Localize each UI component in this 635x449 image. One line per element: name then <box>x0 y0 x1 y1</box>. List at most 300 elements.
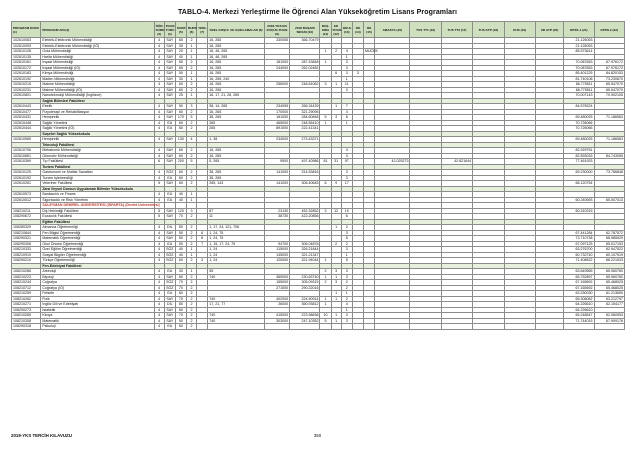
table-cell: 4 <box>154 285 164 291</box>
table-cell: EA <box>164 197 175 203</box>
table-cell: MUCEK <box>364 49 378 53</box>
table-cell: 5 <box>341 258 352 264</box>
table-cell: 66.775511 <box>564 87 594 93</box>
table-cell: 141000 <box>264 170 289 176</box>
table-cell <box>375 324 410 330</box>
table-cell: 11 <box>208 214 265 220</box>
table-cell: 1 <box>320 120 331 126</box>
table-cell: 2 <box>320 269 331 275</box>
program-name-cell: Matematik Öğretmenliği <box>41 236 154 242</box>
table-cell: 60 <box>175 324 186 330</box>
table-cell: 2 <box>186 181 196 187</box>
table-cell: SAY <box>164 82 175 88</box>
table-cell: 73.230670 <box>594 76 625 82</box>
table-cell: 80 <box>175 302 186 308</box>
table-cell: 16, 265 <box>208 153 265 159</box>
table-cell: 87 <box>208 208 265 214</box>
table-cell: SAY <box>164 115 175 121</box>
program-code-cell: 108280329 <box>12 225 41 231</box>
table-cell: 4 <box>154 49 164 55</box>
table-cell <box>473 324 504 330</box>
programs-table-wrapper <box>11 21 625 330</box>
table-cell: 1 <box>186 43 196 49</box>
program-name-cell: Felsefe <box>41 291 154 297</box>
table-cell: 1 <box>320 302 331 308</box>
table-cell: 4 <box>154 252 164 258</box>
table-cell: 1 <box>186 247 196 253</box>
table-cell: 67.165692 <box>564 280 594 286</box>
table-cell: 1 <box>341 307 352 313</box>
table-cell: 1 <box>186 54 196 60</box>
table-cell: 50 <box>175 104 186 110</box>
table-cell: 7 <box>197 241 208 247</box>
table-cell: 16, 265 <box>208 38 265 44</box>
table-cell: 321.21347 <box>290 252 320 258</box>
table-cell: 4 <box>154 291 164 297</box>
program-name-cell: Fen-Edebiyat Fakültesi <box>41 263 154 269</box>
program-name-cell: Teknoloji Fakültesi <box>41 142 154 148</box>
table-cell: 2 <box>186 313 196 319</box>
program-name-cell: İstatistik <box>41 307 154 313</box>
table-cell: 3 <box>341 175 352 181</box>
table-cell: 366.70479 <box>290 38 320 44</box>
table-cell <box>410 324 441 330</box>
table-cell: 2 <box>186 324 196 330</box>
table-cell: 4 <box>154 313 164 319</box>
table-cell: 81.740106 <box>564 76 594 82</box>
program-code-cell: 102610573 <box>12 192 41 198</box>
column-header: ÖK (14) <box>352 22 363 38</box>
table-cell: 50 <box>175 230 186 236</box>
table-cell: 16, 17, 21, 28, 265 <box>208 93 265 99</box>
program-name-cell: Ebelik <box>41 104 154 110</box>
program-code-cell: 102610215 <box>12 82 41 88</box>
table-cell: 4 <box>154 137 164 143</box>
table-cell: 4 <box>154 93 164 99</box>
table-cell: 2 <box>186 65 196 71</box>
table-cell: 4 <box>154 104 164 110</box>
program-name-cell: Okul Öncesi Öğretmenliği <box>41 241 154 247</box>
table-cell: 50 <box>175 236 186 242</box>
table-cell: 141000 <box>264 181 289 187</box>
table-cell: 3 <box>197 258 208 264</box>
table-cell: 60 <box>175 148 186 154</box>
program-code-cell: 108290321 <box>12 236 41 242</box>
table-cell: 65.547070 <box>594 82 625 88</box>
table-cell: 60 <box>175 175 186 181</box>
table-cell: 2 <box>186 236 196 242</box>
table-cell: 16, 46, 265 <box>208 54 265 60</box>
program-code-cell: 108210712 <box>12 285 41 291</box>
table-cell: SÖZ <box>166 258 174 262</box>
program-code-cell: 108210244 <box>12 280 41 286</box>
table-cell: 4 <box>154 65 164 71</box>
program-name-cell: Makine Mühendisliği (İÖ) <box>41 87 154 93</box>
table-cell: 4 <box>341 302 352 308</box>
table-cell: 65.960760 <box>594 274 625 280</box>
program-name-cell: Türkçe Öğretmenliği <box>41 258 154 264</box>
program-code-cell: 108290308 <box>12 241 41 247</box>
table-cell: 3 <box>341 274 352 280</box>
table-cell: SAY <box>164 214 175 220</box>
table-cell: 181000 <box>264 115 289 121</box>
table-cell: EA <box>164 120 175 126</box>
table-cell: 3 <box>320 208 331 214</box>
column-header: BURS (6) <box>186 22 196 38</box>
program-code-cell: 102610861 <box>12 153 41 159</box>
table-cell: 1, 24 <box>208 258 265 264</box>
table-cell: 2 <box>186 230 196 236</box>
table-cell: 4 <box>154 302 164 308</box>
table-cell <box>504 324 535 330</box>
table-cell: 2 <box>186 296 196 302</box>
table-cell <box>331 324 341 330</box>
table-cell: 16, 265 <box>208 71 265 77</box>
table-cell: EA <box>164 241 175 247</box>
table-cell: 1, 24, 75 <box>208 236 265 242</box>
table-cell: SAY <box>164 296 175 302</box>
program-name-cell: İnşaat Mühendisliği <box>41 60 154 66</box>
table-cell: 50 <box>175 71 186 77</box>
table-cell: 1 <box>331 291 341 297</box>
table-cell: 120 <box>175 208 186 214</box>
table-cell: 314.53816 <box>290 170 320 176</box>
table-cell: SAY <box>164 38 175 44</box>
table-cell: 67.097125 <box>564 241 594 247</box>
table-cell: 70 <box>175 280 186 286</box>
table-cell: 40 <box>175 247 186 253</box>
table-cell: 30 <box>175 76 186 82</box>
table-body <box>12 38 625 330</box>
column-header: AB AYP (20) <box>535 22 563 38</box>
program-name-cell: Hemşirelik <box>41 115 154 121</box>
column-header: ÖZEL KOŞUL VE AÇIKLAMALAR (8) <box>208 22 265 38</box>
table-cell: 65 <box>175 38 186 44</box>
table-cell: SAY <box>164 181 175 187</box>
table-cell: SÖZ <box>166 252 174 257</box>
page-number: 350 <box>313 433 322 438</box>
table-cell: 4 <box>154 175 164 181</box>
table-cell: 5 <box>186 159 196 165</box>
column-header: PUAN TÜRÜ (4) <box>165 23 175 36</box>
column-header: 2018 BAŞARI SIRASI (10) <box>290 22 320 38</box>
table-cell: 230.63740 <box>290 274 320 280</box>
table-cell: SAY <box>164 208 175 214</box>
table-cell: SAY <box>164 54 175 60</box>
table-cell: 38, 265 <box>208 170 265 176</box>
table-cell: 42.821644 <box>441 159 472 165</box>
table-cell: 60 <box>175 109 186 115</box>
table-cell: 1 <box>186 76 196 82</box>
table-cell: 1 <box>320 274 331 280</box>
table-cell: 369000 <box>264 274 289 280</box>
program-name-cell: Bankacılık ve Finans <box>41 192 154 198</box>
program-name-cell: Coğrafya <box>41 280 154 286</box>
table-cell: 70 <box>175 296 186 302</box>
table-cell: 3 <box>341 65 352 71</box>
table-cell: 2 <box>341 241 352 247</box>
table-cell: EA <box>164 126 175 132</box>
table-cell: SAY <box>164 109 175 115</box>
table-cell: 2 <box>186 170 196 176</box>
table-cell: 740 <box>208 274 265 280</box>
program-code-cell: 108210910 <box>12 252 41 258</box>
program-name-cell: Fizik <box>41 296 154 302</box>
table-cell: 71.186563 <box>594 115 625 121</box>
program-name-cell: İngiliz Dili ve Edebiyatı <box>41 302 154 308</box>
table-cell: 60.240693 <box>564 197 594 203</box>
table-cell: 40 <box>175 192 186 198</box>
program-name-cell: Özel Eğitim Öğretmenliği <box>41 247 154 253</box>
table-cell: 62.154177 <box>594 302 625 308</box>
program-code-cell: 102610192 <box>12 175 41 181</box>
program-code-cell: 102610448 <box>12 120 41 126</box>
table-cell: 1 <box>331 318 341 324</box>
table-cell: DİL <box>164 225 175 231</box>
table-cell: 66.120754 <box>564 181 594 187</box>
table-cell: 170000 <box>264 109 289 115</box>
table-cell: 65.468025 <box>594 285 625 291</box>
table-cell: 740 <box>208 318 265 324</box>
table-cell: 66.775511 <box>564 82 594 88</box>
table-cell: 71.744015 <box>564 318 594 324</box>
program-name-cell: Kimya <box>41 313 154 319</box>
program-name-cell: Turizm İşletmeciliği <box>41 175 154 181</box>
column-header: EK PUAN (12) <box>332 23 342 36</box>
table-cell: 200 <box>175 159 186 165</box>
table-cell: 1 <box>320 60 331 66</box>
column-header: KPSS-2 (22) <box>594 22 625 38</box>
table-cell: 1 <box>186 71 196 77</box>
table-cell: 4 <box>186 137 196 143</box>
table-cell: 3 <box>341 230 352 236</box>
program-code-cell: 102610281 <box>12 181 41 187</box>
table-cell: 6 <box>341 214 352 220</box>
table-cell <box>197 324 208 330</box>
table-cell: 3 <box>341 71 352 77</box>
table-cell: SÖZ <box>166 280 174 284</box>
table-cell: 247.10352 <box>290 318 320 324</box>
table-cell: 5 <box>154 214 164 220</box>
table-cell: 16, 265 <box>208 87 265 93</box>
table-cell: 422.20856 <box>290 214 320 220</box>
table-cell: 3 <box>320 82 331 88</box>
program-code-cell: 102610126 <box>12 49 41 55</box>
table-cell: 9500 <box>264 159 289 165</box>
program-name-cell: Coğrafya (İÖ) <box>41 285 154 291</box>
table-cell: 1, 15, 17, 24, 75 <box>208 241 265 247</box>
table-cell: 69.480025 <box>564 115 594 121</box>
table-cell: 360.93812 <box>290 302 320 308</box>
program-name-cell: Psikoloji <box>41 324 154 330</box>
table-cell: 70.087653 <box>564 65 594 71</box>
table-cell: 65.248547 <box>564 313 594 319</box>
table-cell: 65.960760 <box>594 269 625 275</box>
program-code-cell: 108210271 <box>12 302 41 308</box>
program-code-cell: 102610183 <box>12 71 41 77</box>
table-cell: 2 <box>186 126 196 132</box>
program-name-cell: Eczacılık Fakültesi <box>41 214 154 220</box>
program-code-cell: 108210308 <box>12 318 41 324</box>
table-cell: 2 <box>341 296 352 302</box>
program-name-cell: Diş Hekimliği Fakültesi <box>41 208 154 214</box>
program-code-cell: 102610369 <box>12 159 41 165</box>
table-cell: 4 <box>154 76 164 82</box>
table-cell: 2 <box>341 280 352 286</box>
table-cell: 248.55410 <box>290 120 320 126</box>
table-cell: 16, 265 <box>208 60 265 66</box>
program-name-cell: Arkeoloji <box>41 269 154 275</box>
table-cell: 1 <box>320 49 331 55</box>
table-cell: 71.186563 <box>594 137 625 143</box>
table-cell: 5 <box>186 115 196 121</box>
table-cell: 3 <box>341 269 352 275</box>
table-cell: SAY <box>164 76 175 82</box>
table-cell: 23130 <box>264 208 289 214</box>
program-name-cell: Sağlık Yönetimi (İÖ) <box>41 126 154 132</box>
table-cell: SAY <box>164 230 175 236</box>
program-code-cell: 108210286 <box>12 269 41 275</box>
table-cell: 1 <box>331 104 341 110</box>
table-cell <box>441 324 472 330</box>
column-header: KPSS-1 (21) <box>564 22 594 38</box>
table-cell: 16, 265 <box>208 148 265 154</box>
program-name-cell: Sağlık Bilimleri Fakültesi <box>41 98 154 104</box>
program-name-cell: Turizm Fakültesi <box>41 164 154 170</box>
table-cell: 70 <box>175 214 186 220</box>
table-cell: 740 <box>208 313 265 319</box>
program-name-cell: Veteriner Fakültesi <box>41 181 154 187</box>
table-cell: 1 <box>331 296 341 302</box>
program-name-cell: Sigortacılık ve Risk Yönetimi <box>41 197 154 203</box>
table-cell: 2 <box>186 302 196 308</box>
table-cell: 234055 <box>264 104 289 110</box>
table-cell: 65.017153 <box>594 241 625 247</box>
table-cell: 60.732740 <box>564 252 594 258</box>
table-cell: 266.34439 <box>290 104 320 110</box>
program-name-cell: Hemşirelik <box>41 137 154 143</box>
table-cell <box>363 324 374 330</box>
table-cell: 17, 21, 77 <box>208 302 265 308</box>
table-cell: 2 <box>331 49 341 55</box>
table-cell: 71.408522 <box>564 258 594 264</box>
program-name-cell: Otomotiv Mühendisliği <box>41 153 154 159</box>
program-name-cell: Suşehri Sağlık Yüksekokulu <box>41 131 154 137</box>
table-cell: 1 <box>341 120 352 126</box>
table-cell: 30 <box>175 269 186 275</box>
table-cell: 60.310315 <box>564 208 594 214</box>
table-cell: 1 <box>341 76 352 82</box>
table-cell: 223.98636 <box>290 313 320 319</box>
table-cell: SAY <box>164 159 175 165</box>
table-cell: 70.902105 <box>594 93 625 99</box>
table-cell: 2 <box>186 175 196 181</box>
program-code-cell: 108290210 <box>12 258 41 264</box>
table-cell: 321.94044 <box>290 258 320 264</box>
table-cell: 2 <box>186 82 196 88</box>
table-cell <box>264 324 289 330</box>
table-cell: 290.22016 <box>290 285 320 291</box>
program-name-cell: Maden Mühendisliği <box>41 76 154 82</box>
table-cell: 5, 265 <box>208 159 265 165</box>
table-cell: 65.752897 <box>564 274 594 280</box>
table-cell: 38, 14, 265 <box>208 104 265 110</box>
table-cell: 5 <box>320 115 331 121</box>
program-code-cell: 102610801 <box>12 93 41 99</box>
table-cell: 4 <box>154 82 164 88</box>
program-name-cell: Almanca Öğretmenliği <box>41 225 154 231</box>
table-cell: 73.766848 <box>594 170 625 176</box>
table-cell: 60 <box>175 274 186 280</box>
table-cell: 256000 <box>264 82 289 88</box>
table-cell: 2 <box>186 307 196 313</box>
column-header: KONT. (5) <box>175 22 186 38</box>
table-cell: 64.226610 <box>564 307 594 313</box>
table-cell: 94700 <box>264 241 289 247</box>
program-code-cell: 108290318 <box>12 324 41 330</box>
table-cell: SAY <box>164 307 175 313</box>
program-name-cell: Fen Bilgisi Öğretmenliği <box>41 230 154 236</box>
table-cell: 4 <box>154 126 164 132</box>
table-cell: 40 <box>175 197 186 203</box>
table-row <box>12 324 625 330</box>
table-cell: 1, 24 <box>208 247 265 253</box>
table-cell: 97 <box>341 159 352 165</box>
table-cell: SAY <box>164 104 175 110</box>
table-cell: 4 <box>154 87 164 93</box>
table-cell: EA <box>164 324 175 330</box>
table-cell: 38730 <box>264 214 289 220</box>
program-code-cell: 102610431 <box>12 115 41 121</box>
table-cell: 1 <box>331 82 341 88</box>
program-code-cell: 102610083 <box>12 38 41 44</box>
table-cell: 1 <box>331 313 341 319</box>
program-name-cell: Zara Veysel Dursun Uygulamalı Bilimler Yüksekokulu <box>41 186 154 192</box>
table-cell: EA <box>164 175 175 181</box>
table-cell: 60 <box>175 126 186 132</box>
table-cell: EA <box>164 192 175 198</box>
table-cell: 84.820153 <box>594 71 625 77</box>
table-header-row <box>12 22 625 38</box>
program-code-cell: 108210223 <box>12 274 41 280</box>
table-cell: 3 <box>331 115 341 121</box>
table-cell: 16, 265 <box>208 65 265 71</box>
table-cell: 2 <box>186 60 196 66</box>
table-cell: 4 <box>154 296 164 302</box>
table-cell: 85.573614 <box>564 49 594 55</box>
column-header: DUS (19) <box>504 22 535 38</box>
table-cell: 2 <box>186 38 196 44</box>
table-cell: 60 <box>175 181 186 187</box>
table-cell: 35 <box>175 43 186 49</box>
table-cell: 82.593033 <box>564 153 594 159</box>
table-cell: 2 <box>186 225 196 231</box>
table-cell: 306.04876 <box>290 241 320 247</box>
table-cell: 4 <box>154 280 164 286</box>
table-cell: 3 <box>341 247 352 253</box>
table-cell: 1 <box>331 225 341 231</box>
table-cell: 415000 <box>264 313 289 319</box>
table-cell: 2 <box>186 120 196 126</box>
table-cell: 40 <box>175 252 186 258</box>
table-cell: 145000 <box>264 252 289 258</box>
column-header: ÖK (15) <box>363 22 374 38</box>
table-cell: 67.976172 <box>594 65 625 71</box>
table-cell: 4 <box>341 148 352 154</box>
program-code-cell: 102610589 <box>12 137 41 143</box>
guide-footer: 2019-YKS TERCİH KILAVUZU <box>11 433 72 438</box>
column-header: TUS KTP (18) <box>473 22 504 38</box>
